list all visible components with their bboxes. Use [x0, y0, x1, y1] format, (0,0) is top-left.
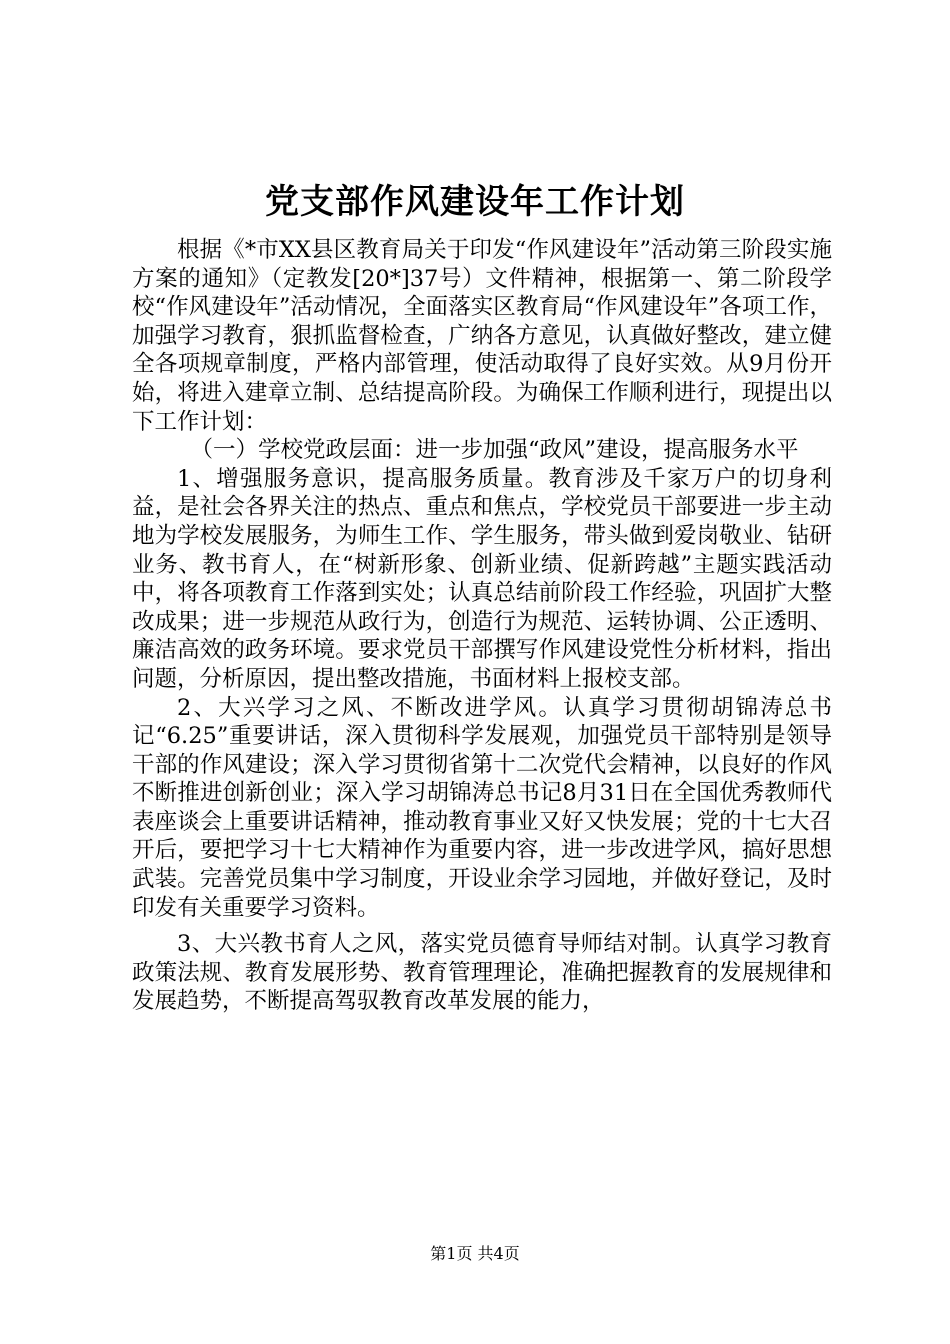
paragraph-item-3: 3、大兴教书育人之风，落实党员德育导师结对制。认真学习教育政策法规、教育发展形势、教育管理理论，准确把握教育的发展规律和发展趋势，不断提高驾驭教育改革发展的能力， — [132, 931, 832, 1015]
paragraph-intro: 根据《*市XX县区教育局关于印发“作风建设年”活动第三阶段实施方案的通知》（定教发[20*]37号）文件精神，根据第一、第二阶段学校“作风建设年”活动情况，全面落实区教育局“作风建设年”各项工作，加强学习教育，狠抓监督检查，广纳各方意见，认真做好整改，建立健全各项规章制度，严格内部管理，使活动取得了良好实效。从9月份开始，将进入建章立制、总结提高阶段。为确保工作顺利进行，现提出以下工作计划： — [132, 237, 832, 435]
document-title: 党支部作风建设年工作计划 — [265, 182, 685, 222]
page-footer: 第1页 共4页 — [430, 1244, 520, 1263]
section-heading: （一）学校党政层面：进一步加强“政风”建设，提高服务水平 — [190, 437, 799, 464]
paragraph-item-1: 1、增强服务意识，提高服务质量。教育涉及千家万户的切身利益，是社会各界关注的热点、重点和焦点，学校党员干部要进一步主动地为学校发展服务，为师生工作、学生服务，带头做到爱岗敬业、钻研业务、教书育人，在“树新形象、创新业绩、促新跨越”主题实践活动中，将各项教育工作落到实处；认真总结前阶段工作经验，巩固扩大整改成果；进一步规范从政行为，创造行为规范、运转协调、公正透明、廉洁高效的政务环境。要求党员干部撰写作风建设党性分析材料，指出问题，分析原因，提出整改措施，书面材料上报校支部。 — [132, 465, 832, 692]
document-body — [132, 236, 832, 1016]
paragraph-item-2: 2、大兴学习之风、不断改进学风。认真学习贯彻胡锦涛总书记“6.25”重要讲话，深入贯彻科学发展观，加强党员干部特别是领导干部的作风建设；深入学习贯彻省第十二次党代会精神，以良好的作风不断推进创新创业；深入学习胡锦涛总书记8月31日在全国优秀教师代表座谈会上重要讲话精神，推动教育事业又好又快发展；党的十七大召开后，要把学习十七大精神作为重要内容，进一步改进学风，搞好思想武装。完善党员集中学习制度，开设业余学习园地，并做好登记，及时印发有关重要学习资料。 — [132, 694, 832, 921]
